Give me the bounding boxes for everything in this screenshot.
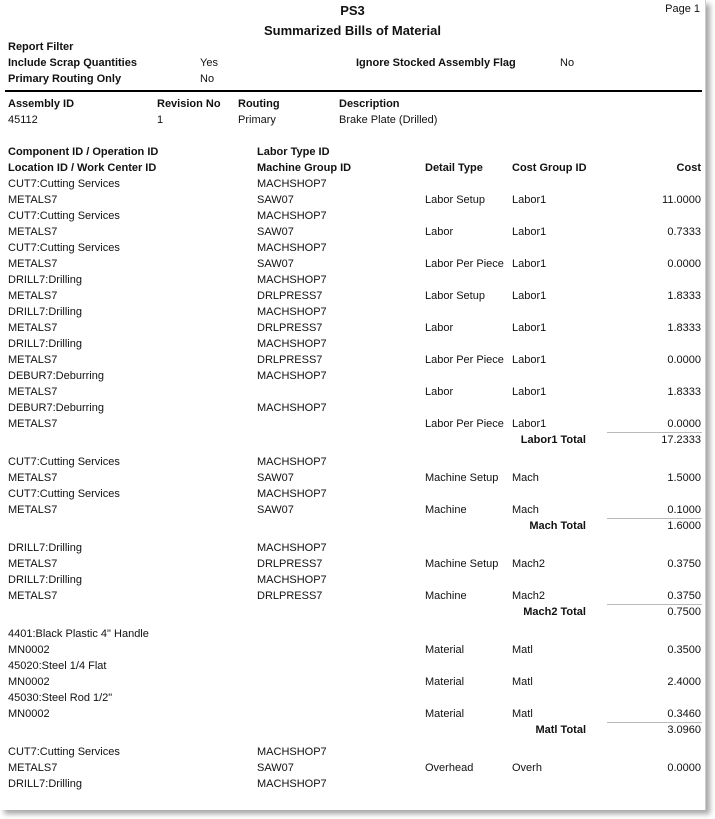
machine-group-id: SAW07: [257, 194, 294, 206]
machine-group-id: SAW07: [257, 258, 294, 270]
labor-type-id: MACHSHOP7: [257, 210, 327, 222]
include-scrap-label: Include Scrap Quantities: [8, 57, 137, 69]
group-total-label: Matl Total: [535, 724, 586, 736]
operation-id: 45030:Steel Rod 1/2": [8, 692, 113, 704]
cost-value: 0.0000: [667, 762, 701, 774]
location-id: MN0002: [8, 644, 50, 656]
operation-id: CUT7:Cutting Services: [8, 242, 120, 254]
labor-type-id: MACHSHOP7: [257, 370, 327, 382]
detail-type: Machine: [425, 504, 467, 516]
cost-group-id: Labor1: [512, 354, 547, 366]
report-filter-heading: Report Filter: [8, 41, 74, 53]
cost-group-id: Mach2: [512, 558, 546, 570]
cost-column-header: Cost: [676, 162, 701, 174]
machine-group-id: DRLPRESS7: [257, 558, 323, 570]
detail-type: Machine Setup: [425, 472, 499, 484]
assembly-id-value: 45112: [8, 114, 38, 126]
detail-type: Labor: [425, 322, 454, 334]
machine-group-id: DRLPRESS7: [257, 590, 323, 602]
cost-group-id: Mach2: [512, 590, 546, 602]
cost-group-id: Overh: [512, 762, 542, 774]
operation-id: DRILL7:Drilling: [8, 778, 82, 790]
routing-header: Routing: [238, 98, 280, 110]
primary-routing-value: No: [200, 73, 215, 85]
location-id: METALS7: [8, 762, 58, 774]
labor-type-id: MACHSHOP7: [257, 274, 327, 286]
cost-group-id: Labor1: [512, 418, 547, 430]
group-total-value: 3.0960: [667, 724, 701, 736]
operation-id: 4401:Black Plastic 4" Handle: [8, 628, 149, 640]
revision-header: Revision No: [157, 98, 221, 110]
cost-value: 0.7333: [667, 226, 701, 238]
cost-group-id: Mach: [512, 504, 539, 516]
cost-group-id: Labor1: [512, 226, 547, 238]
cost-value: 0.3750: [667, 590, 701, 602]
labor-type-id: MACHSHOP7: [257, 778, 327, 790]
labor-type-id: MACHSHOP7: [257, 306, 327, 318]
group-total-label: Mach2 Total: [523, 606, 586, 618]
location-id: METALS7: [8, 504, 58, 516]
location-id: METALS7: [8, 590, 58, 602]
header-divider: [5, 90, 702, 92]
cost-group-id: Labor1: [512, 290, 547, 302]
cost-value: 1.5000: [667, 472, 701, 484]
cost-group-id: Labor1: [512, 386, 547, 398]
location-column-header: Location ID / Work Center ID: [8, 162, 157, 174]
operation-id: DRILL7:Drilling: [8, 574, 82, 586]
location-id: METALS7: [8, 386, 58, 398]
description-header: Description: [339, 98, 400, 110]
labor-type-id: MACHSHOP7: [257, 178, 327, 190]
operation-id: DRILL7:Drilling: [8, 542, 82, 554]
cost-group-id: Labor1: [512, 322, 547, 334]
location-id: METALS7: [8, 322, 58, 334]
machine-group-id: SAW07: [257, 226, 294, 238]
detail-type: Labor Per Piece: [425, 418, 504, 430]
ignore-stocked-value: No: [560, 57, 575, 69]
labor-type-id: MACHSHOP7: [257, 242, 327, 254]
detail-type: Labor Setup: [425, 194, 485, 206]
operation-id: CUT7:Cutting Services: [8, 456, 120, 468]
cost-value: 0.3460: [667, 708, 701, 720]
operation-id: CUT7:Cutting Services: [8, 178, 120, 190]
cost-value: 1.8333: [667, 290, 701, 302]
location-id: METALS7: [8, 226, 58, 238]
detail-type-column-header: Detail Type: [425, 162, 483, 174]
location-id: METALS7: [8, 194, 58, 206]
cost-value: 2.4000: [667, 676, 701, 688]
labor-type-column-header: Labor Type ID: [257, 146, 330, 158]
subtotal-rule: [607, 518, 702, 519]
detail-type: Material: [425, 644, 465, 656]
page-number: Page 1: [665, 3, 700, 15]
location-id: METALS7: [8, 258, 58, 270]
detail-type: Material: [425, 676, 465, 688]
cost-value: 0.0000: [667, 258, 701, 270]
labor-type-id: MACHSHOP7: [257, 338, 327, 350]
company-name: PS3: [340, 3, 365, 18]
machine-group-id: SAW07: [257, 472, 294, 484]
cost-group-id: Matl: [512, 644, 533, 656]
cost-group-id: Matl: [512, 676, 533, 688]
primary-routing-label: Primary Routing Only: [8, 73, 122, 85]
group-total-label: Mach Total: [529, 520, 586, 532]
detail-type: Labor Per Piece: [425, 354, 504, 366]
machine-group-id: DRLPRESS7: [257, 322, 323, 334]
report-title: Summarized Bills of Material: [264, 23, 441, 38]
cost-value: 0.3500: [667, 644, 701, 656]
labor-type-id: MACHSHOP7: [257, 402, 327, 414]
location-id: METALS7: [8, 354, 58, 366]
labor-type-id: MACHSHOP7: [257, 456, 327, 468]
operation-id: DRILL7:Drilling: [8, 274, 82, 286]
operation-id: CUT7:Cutting Services: [8, 488, 120, 500]
detail-type: Overhead: [425, 762, 474, 774]
machine-group-id: SAW07: [257, 504, 294, 516]
labor-type-id: MACHSHOP7: [257, 488, 327, 500]
detail-type: Machine Setup: [425, 558, 499, 570]
cost-value: 1.8333: [667, 322, 701, 334]
cost-value: 0.3750: [667, 558, 701, 570]
cost-group-column-header: Cost Group ID: [512, 162, 587, 174]
include-scrap-value: Yes: [200, 57, 218, 69]
cost-value: 0.1000: [667, 504, 701, 516]
assembly-id-header: Assembly ID: [8, 98, 75, 110]
detail-type: Labor Per Piece: [425, 258, 504, 270]
detail-type: Machine: [425, 590, 467, 602]
operation-id: 45020:Steel 1/4 Flat: [8, 660, 107, 672]
detail-type: Labor: [425, 386, 454, 398]
cost-group-id: Labor1: [512, 258, 547, 270]
cost-group-id: Labor1: [512, 194, 547, 206]
cost-group-id: Matl: [512, 708, 533, 720]
cost-value: 11.0000: [662, 194, 701, 206]
location-id: METALS7: [8, 290, 58, 302]
machine-group-id: DRLPRESS7: [257, 354, 323, 366]
component-column-header: Component ID / Operation ID: [8, 146, 159, 158]
location-id: MN0002: [8, 676, 50, 688]
cost-value: 0.0000: [667, 354, 701, 366]
description-value: Brake Plate (Drilled): [339, 114, 438, 126]
torn-edge: [0, 788, 706, 810]
labor-type-id: MACHSHOP7: [257, 746, 327, 758]
group-total-value: 0.7500: [667, 606, 701, 618]
group-total-label: Labor1 Total: [520, 434, 586, 446]
detail-type: Labor Setup: [425, 290, 485, 302]
location-id: METALS7: [8, 418, 58, 430]
location-id: MN0002: [8, 708, 50, 720]
detail-type: Material: [425, 708, 465, 720]
cost-group-id: Mach: [512, 472, 539, 484]
subtotal-rule: [607, 432, 702, 433]
subtotal-rule: [607, 722, 702, 723]
location-id: METALS7: [8, 472, 58, 484]
operation-id: CUT7:Cutting Services: [8, 210, 120, 222]
operation-id: DEBUR7:Deburring: [8, 370, 104, 382]
cost-value: 1.8333: [667, 386, 701, 398]
operation-id: DRILL7:Drilling: [8, 338, 82, 350]
cost-value: 0.0000: [667, 418, 701, 430]
labor-type-id: MACHSHOP7: [257, 574, 327, 586]
group-total-value: 1.6000: [667, 520, 701, 532]
operation-id: DEBUR7:Deburring: [8, 402, 104, 414]
ignore-stocked-label: Ignore Stocked Assembly Flag: [356, 57, 516, 69]
location-id: METALS7: [8, 558, 58, 570]
routing-value: Primary: [238, 114, 276, 126]
machine-group-id: DRLPRESS7: [257, 290, 323, 302]
machine-group-column-header: Machine Group ID: [257, 162, 352, 174]
subtotal-rule: [607, 604, 702, 605]
machine-group-id: SAW07: [257, 762, 294, 774]
operation-id: CUT7:Cutting Services: [8, 746, 120, 758]
operation-id: DRILL7:Drilling: [8, 306, 82, 318]
revision-value: 1: [157, 114, 164, 126]
group-total-value: 17.2333: [661, 434, 701, 446]
detail-type: Labor: [425, 226, 454, 238]
labor-type-id: MACHSHOP7: [257, 542, 327, 554]
